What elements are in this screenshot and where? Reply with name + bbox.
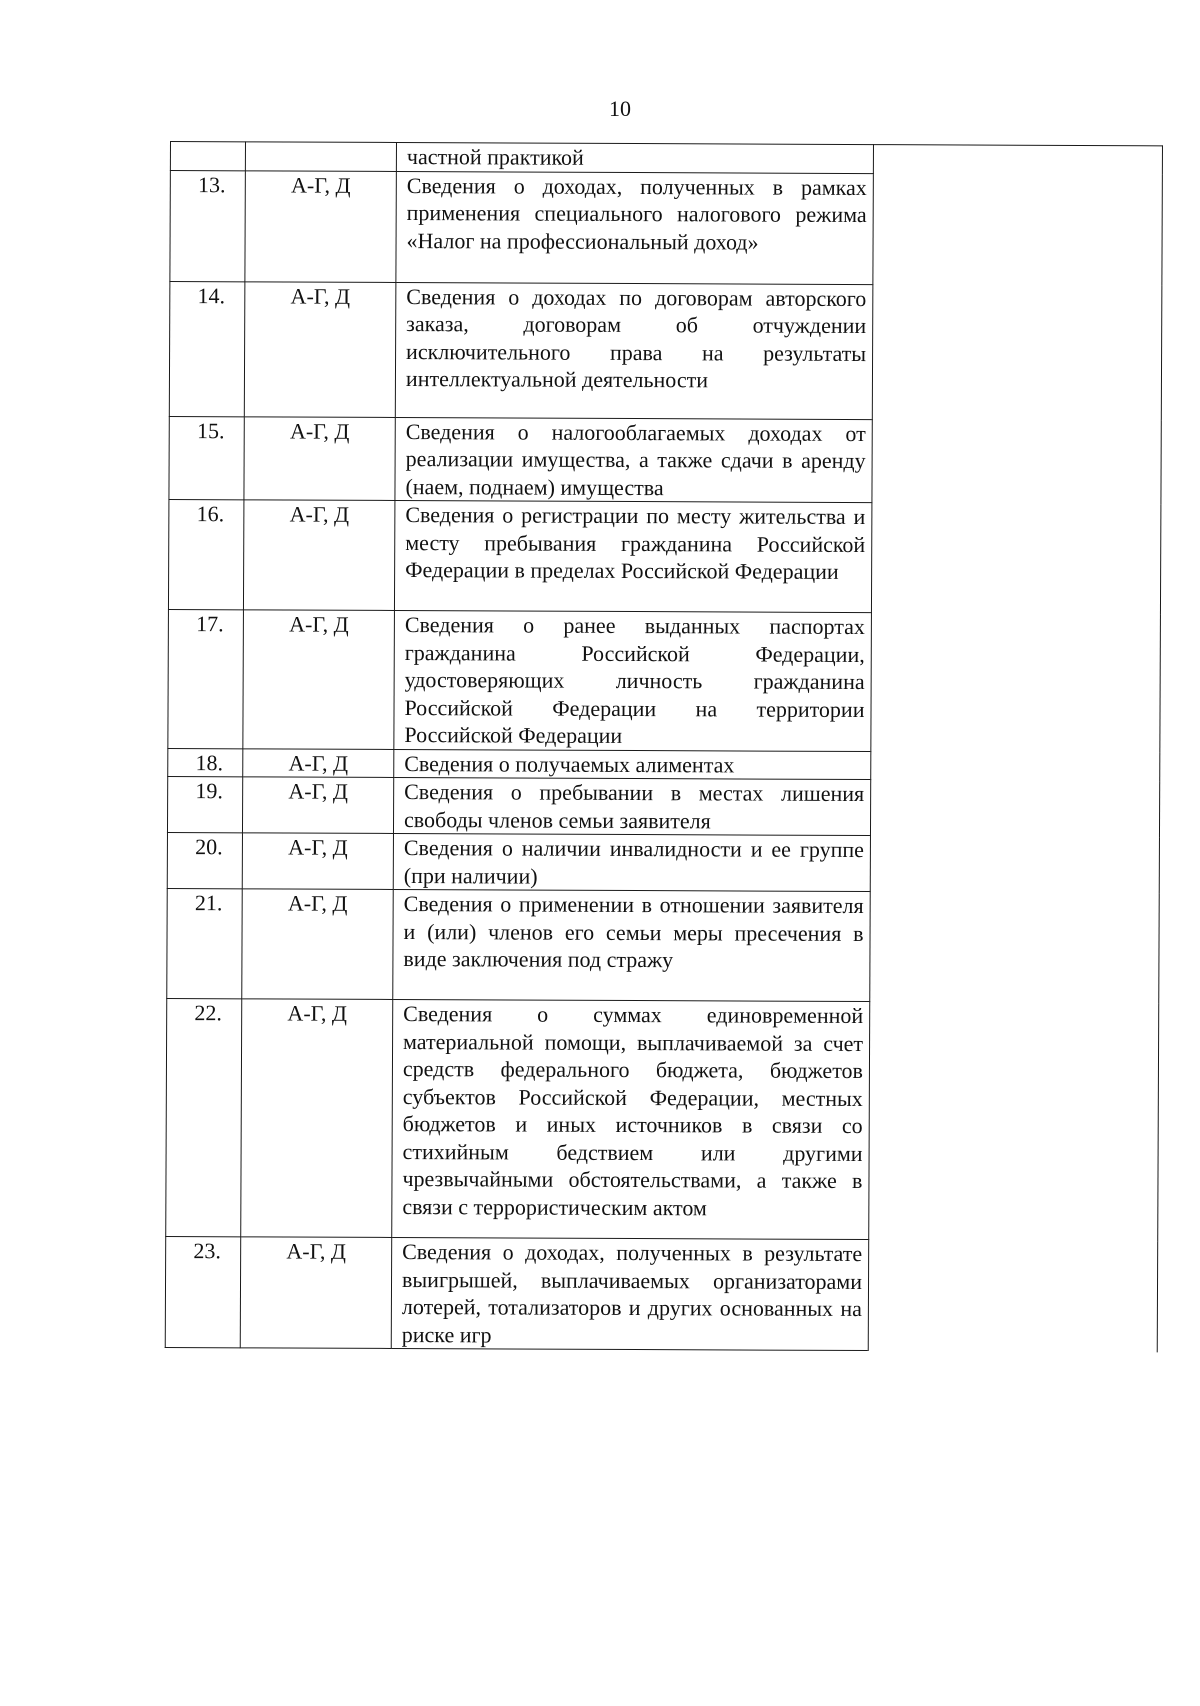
row-description-cell: Сведения о доходах, полученных в результате выигрышей, выплачиваемых организаторами лотерей, тотализаторов и других основанных на риске игр — [391, 1237, 868, 1350]
row-code-cell: А-Г, Д — [245, 170, 396, 282]
row-description-cell: Сведения о применении в отношении заявителя и (или) членов его семьи меры пресечения в виде заключения под стражу — [393, 889, 870, 1001]
row-description-cell: Сведения о регистрации по месту жительства и месту пребывания гражданина Российской Федерации в пределах Российской Федерации — [394, 500, 871, 612]
row-code-cell: А-Г, Д — [242, 777, 393, 834]
row-description-cell: Сведения о получаемых алиментах — [394, 749, 871, 780]
document-table — [165, 141, 1163, 1352]
row-description-cell: Сведения о суммах единовременной материальной помощи, выплачиваемой за счет средств федерального бюджета, бюджетов субъектов Российской Федерации, местных бюджетов и иных источников в связи со стихийным бедствием или другими чрезвычайными обстоятельствами, а также в связи с террористическим актом — [392, 999, 870, 1239]
row-number-cell: 13. — [170, 170, 245, 281]
row-number-cell: 14. — [169, 281, 245, 416]
row-description-cell: Сведения о доходах по договорам авторского заказа, договорам об отчуждении исключительного права на результаты интеллектуальной деятельности — [395, 282, 873, 419]
row-code-cell: А-Г, Д — [244, 281, 396, 417]
row-number-cell: 20. — [167, 832, 242, 888]
row-code-cell: А-Г, Д — [242, 889, 393, 1000]
row-code-cell: А-Г, Д — [240, 1237, 391, 1349]
row-code-cell: А-Г, Д — [243, 748, 394, 777]
row-number-cell: 19. — [167, 776, 242, 832]
table-row — [170, 142, 1162, 175]
row-number-cell: 15. — [169, 416, 244, 500]
row-extra-cell — [868, 145, 1162, 1352]
row-description-cell: Сведения о ранее выданных паспортах гражданина Российской Федерации, удостоверяющих личность гражданина Российской Федерации на территории Российской Федерации — [394, 610, 872, 751]
row-number-cell: 17. — [168, 609, 244, 748]
row-description-cell: Сведения о доходах, полученных в рамках применения специального налогового режима «Налог на профессиональный доход» — [396, 171, 873, 284]
row-code-cell: А-Г, Д — [242, 833, 393, 890]
row-code-cell: А-Г, Д — [244, 416, 395, 500]
page-number: 10 — [609, 96, 631, 121]
row-description-cell: Сведения о пребывании в местах лишения свободы членов семьи заявителя — [393, 777, 870, 835]
document-table-wrapper — [165, 141, 1163, 1352]
row-code-cell: А-Г, Д — [243, 610, 395, 749]
row-description-cell: Сведения о наличии инвалидности и ее группе (при наличии) — [393, 833, 870, 891]
row-code-cell: А-Г, Д — [241, 999, 393, 1238]
row-code-cell — [245, 142, 396, 171]
row-number-cell: 16. — [168, 499, 243, 609]
row-number-cell — [170, 142, 245, 171]
row-number-cell: 21. — [167, 888, 242, 998]
row-number-cell: 23. — [165, 1236, 240, 1347]
row-code-cell: А-Г, Д — [243, 500, 394, 611]
row-description-cell: частной практикой — [396, 142, 873, 173]
row-number-cell: 22. — [166, 998, 242, 1236]
row-number-cell: 18. — [168, 748, 243, 777]
table-body — [165, 142, 1162, 1352]
row-description-cell: Сведения о налогооблагаемых доходах от реализации имущества, а также сдачи в аренду (наем, поднаем) имущества — [395, 417, 872, 503]
